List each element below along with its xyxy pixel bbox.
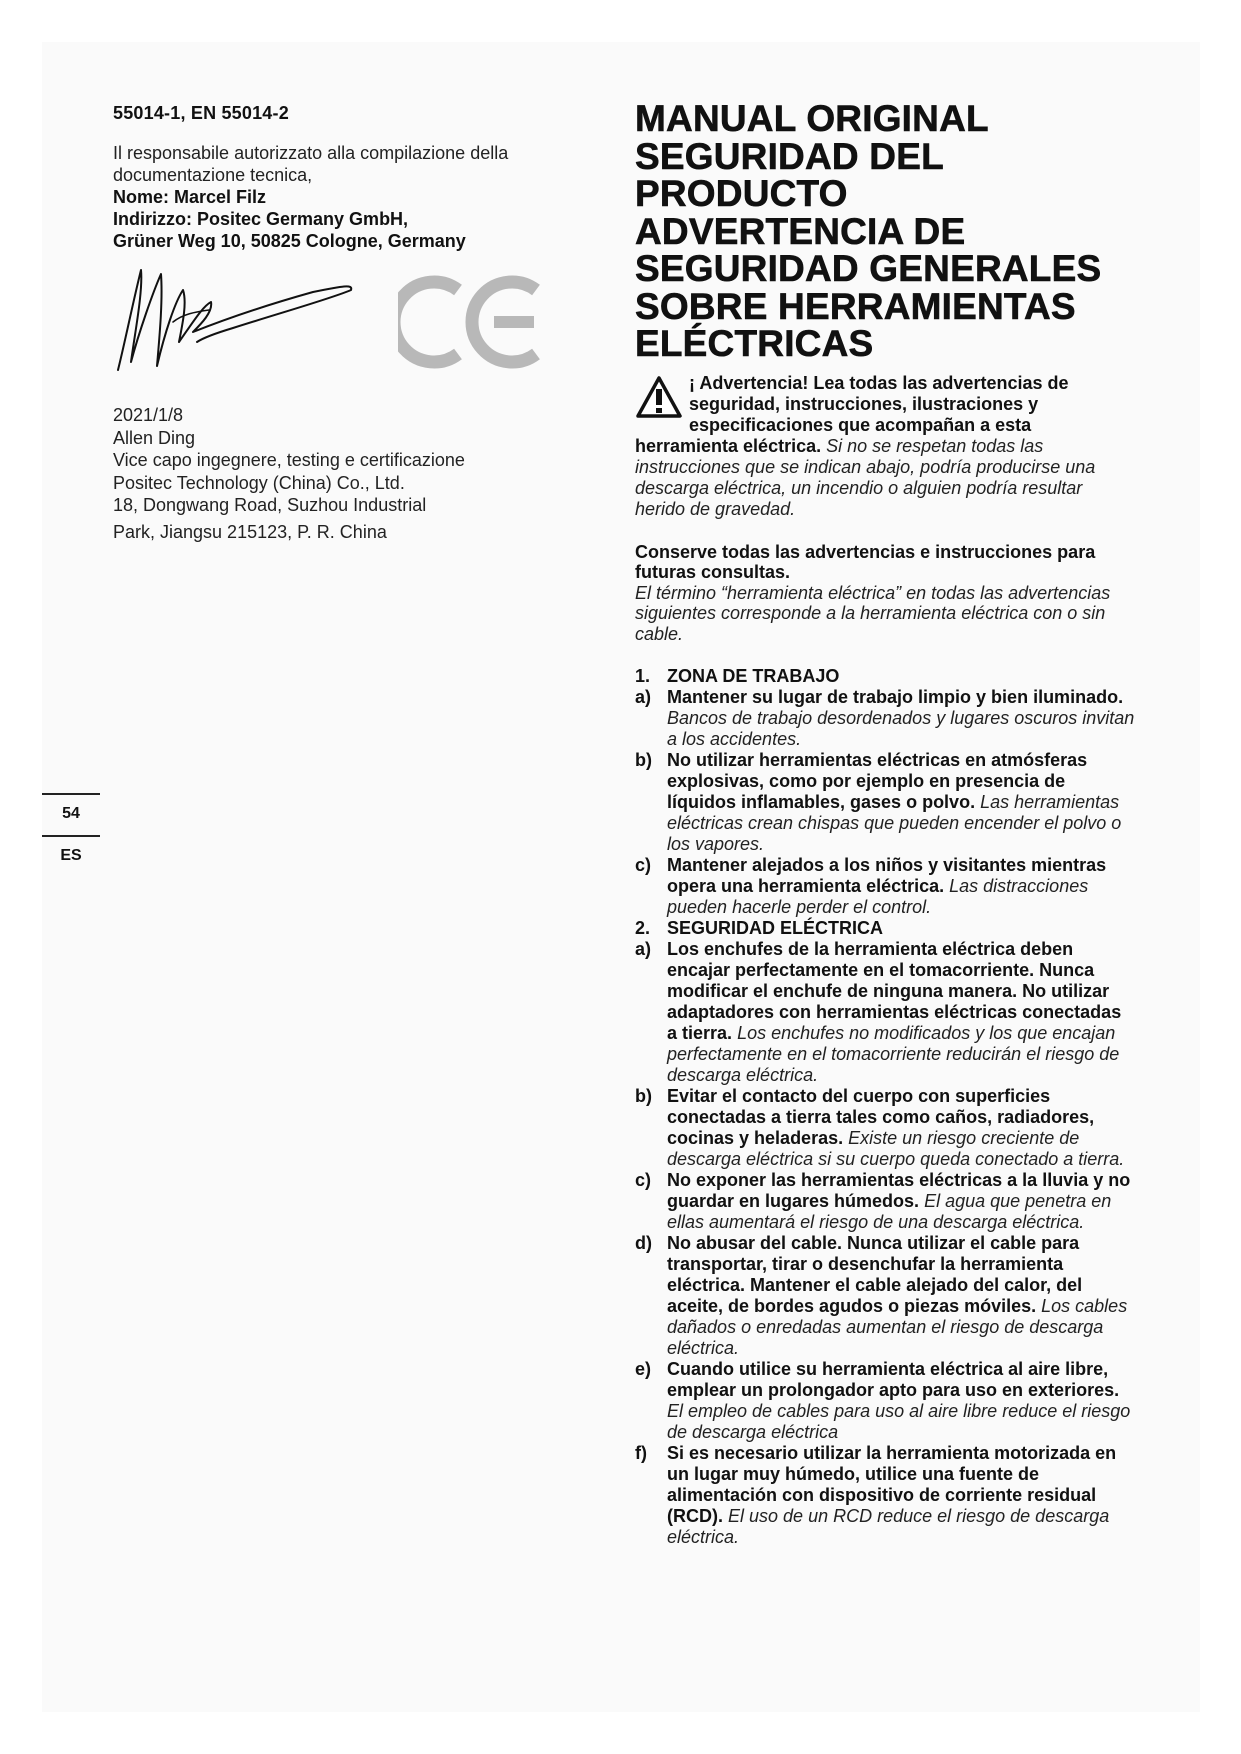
list-item	[635, 1233, 1135, 1359]
declaration-column	[113, 103, 573, 543]
safety-list	[635, 666, 1135, 1548]
instruction-reason: El agua que penetra en ellas aumentará el riesgo de una descarga eléctrica.	[667, 1191, 1112, 1232]
instruction-text: Los enchufes de la herramienta eléctrica deben encajar perfectamente en el tomacorriente. Nunca modificar el enchufe de ninguna manera. No utilizar adaptadores con herramientas eléctricas conectadas a tierra.	[667, 939, 1122, 1043]
warning-triangle-icon	[635, 375, 683, 419]
list-item	[635, 1359, 1135, 1443]
list-marker: a)	[635, 687, 652, 707]
list-marker: a)	[635, 939, 652, 959]
section-heading-text: SEGURIDAD ELÉCTRICA	[667, 918, 884, 938]
instruction-reason: Las herramientas eléctricas crean chispas que pueden encender el polvo o los vapores.	[667, 792, 1122, 854]
instruction-text: Mantener su lugar de trabajo limpio y bien iluminado.	[667, 687, 1124, 707]
title-line: SEGURIDAD GENERALES	[635, 248, 1102, 289]
page-title	[635, 100, 1135, 363]
list-marker: b)	[635, 750, 652, 770]
instruction-reason: Los cables dañados o enredadas aumentan el riesgo de descarga eléctrica.	[667, 1296, 1128, 1358]
list-marker: 1.	[635, 666, 651, 686]
signature-image	[113, 262, 363, 382]
list-marker: d)	[635, 1233, 652, 1253]
instruction-text: No utilizar herramientas eléctricas en atmósferas explosivas, como por ejemplo en presencia de líquidos inflamables, gases o polvo.	[667, 750, 1088, 812]
responsible-name: Nome: Marcel Filz	[113, 187, 267, 207]
list-marker: e)	[635, 1359, 652, 1379]
list-item	[635, 855, 1135, 918]
list-marker: c)	[635, 855, 652, 875]
instruction-reason: Bancos de trabajo desordenados y lugares oscuros invitan a los accidentes.	[667, 708, 1135, 749]
instruction-text: Si es necesario utilizar la herramienta motorizada en un lugar muy húmedo, utilice una fuente de alimentación con dispositivo de corriente residual (RCD).	[667, 1443, 1117, 1526]
page-side-tab	[42, 793, 100, 875]
safety-column	[635, 100, 1135, 1548]
list-marker: f)	[635, 1443, 647, 1463]
title-line: MANUAL ORIGINAL	[635, 98, 989, 139]
standards-line: 55014-1, EN 55014-2	[113, 103, 289, 123]
instruction-reason: Existe un riesgo creciente de descarga eléctrica si su cuerpo queda conectado a tierra.	[667, 1128, 1125, 1169]
title-line: ELÉCTRICAS	[635, 323, 874, 364]
section-heading-electrical-safety	[635, 918, 1135, 939]
responsible-address-1: Indirizzo: Positec Germany GmbH,	[113, 209, 409, 229]
list-item	[635, 750, 1135, 855]
instruction-text: Evitar el contacto del cuerpo con superficies conectadas a tierra tales como caños, radiadores, cocinas y heladeras.	[667, 1086, 1095, 1148]
instruction-text: No exponer las herramientas eléctricas a la lluvia y no guardar en lugares húmedos.	[667, 1170, 1131, 1211]
keep-instructions-title: Conserve todas las advertencias e instrucciones para futuras consultas.	[635, 541, 1096, 582]
signer-block	[113, 404, 573, 543]
ce-mark-logo	[398, 272, 548, 372]
list-marker: 2.	[635, 918, 651, 938]
instruction-text: Cuando utilice su herramienta eléctrica al aire libre, emplear un prolongador apto para uso en exteriores.	[667, 1359, 1120, 1400]
general-warning	[635, 373, 1135, 520]
keep-instructions-note: El término “herramienta eléctrica” en todas las advertencias siguientes corresponde a la herramienta eléctrica con o sin cable.	[635, 582, 1111, 644]
instruction-reason: El uso de un RCD reduce el riesgo de descarga eléctrica.	[667, 1506, 1110, 1547]
list-marker: b)	[635, 1086, 652, 1106]
instruction-text: No abusar del cable. Nunca utilizar el cable para transportar, tirar o desenchufar la herramienta eléctrica. Mantener el cable alejado del calor, del aceite, de bordes agudos o piezas móviles.	[667, 1233, 1083, 1316]
title-line: SEGURIDAD DEL	[635, 135, 944, 177]
warning-consequence: Si no se respetan todas las instrucciones que se indican abajo, podría producirse una descarga eléctrica, un incendio o alguien podría resultar herido de gravedad.	[635, 435, 1096, 519]
list-item	[635, 1086, 1135, 1170]
list-item	[635, 1443, 1135, 1548]
list-marker: c)	[635, 1170, 652, 1190]
signature-area	[113, 262, 573, 392]
signature-date: 2021/1/8	[113, 405, 184, 425]
instruction-reason: Las distracciones pueden hacerle perder el control.	[667, 876, 1089, 917]
responsible-address-2: Grüner Weg 10, 50825 Cologne, Germany	[113, 231, 466, 251]
list-item	[635, 939, 1135, 1086]
responsible-intro: Il responsabile autorizzato alla compilazione della documentazione tecnica,	[113, 143, 509, 185]
signer-city: Park, Jiangsu 215123, P. R. China	[113, 521, 387, 542]
title-line: PRODUCTO	[635, 173, 848, 214]
section-heading-work-area	[635, 666, 1135, 687]
instruction-text: Mantener alejados a los niños y visitantes mientras opera una herramienta eléctrica.	[667, 855, 1107, 896]
signer-street: 18, Dongwang Road, Suzhou Industrial	[113, 495, 427, 515]
title-line: ADVERTENCIA DE	[635, 210, 966, 252]
signer-company: Positec Technology (China) Co., Ltd.	[113, 472, 405, 493]
title-line: SOBRE HERRAMIENTAS	[635, 285, 1076, 327]
list-item	[635, 1170, 1135, 1233]
signer-name: Allen Ding	[113, 427, 196, 448]
language-code: ES	[60, 847, 82, 864]
signer-role: Vice capo ingegnere, testing e certificazione	[113, 450, 465, 470]
instruction-reason: El empleo de cables para uso al aire libre reduce el riesgo de descarga eléctrica	[667, 1401, 1131, 1442]
warning-text: ¡ Advertencia! Lea todas las advertencias de seguridad, instrucciones, ilustraciones y especificaciones que acompañan a esta herramienta eléctrica.	[635, 372, 1069, 456]
list-item	[635, 687, 1135, 750]
keep-instructions	[635, 542, 1135, 645]
section-heading-text: ZONA DE TRABAJO	[667, 666, 840, 686]
instruction-reason: Los enchufes no modificados y los que encajan perfectamente en el tomacorriente reducirán el riesgo de descarga eléctrica.	[667, 1023, 1120, 1085]
page-number: 54	[62, 805, 80, 822]
